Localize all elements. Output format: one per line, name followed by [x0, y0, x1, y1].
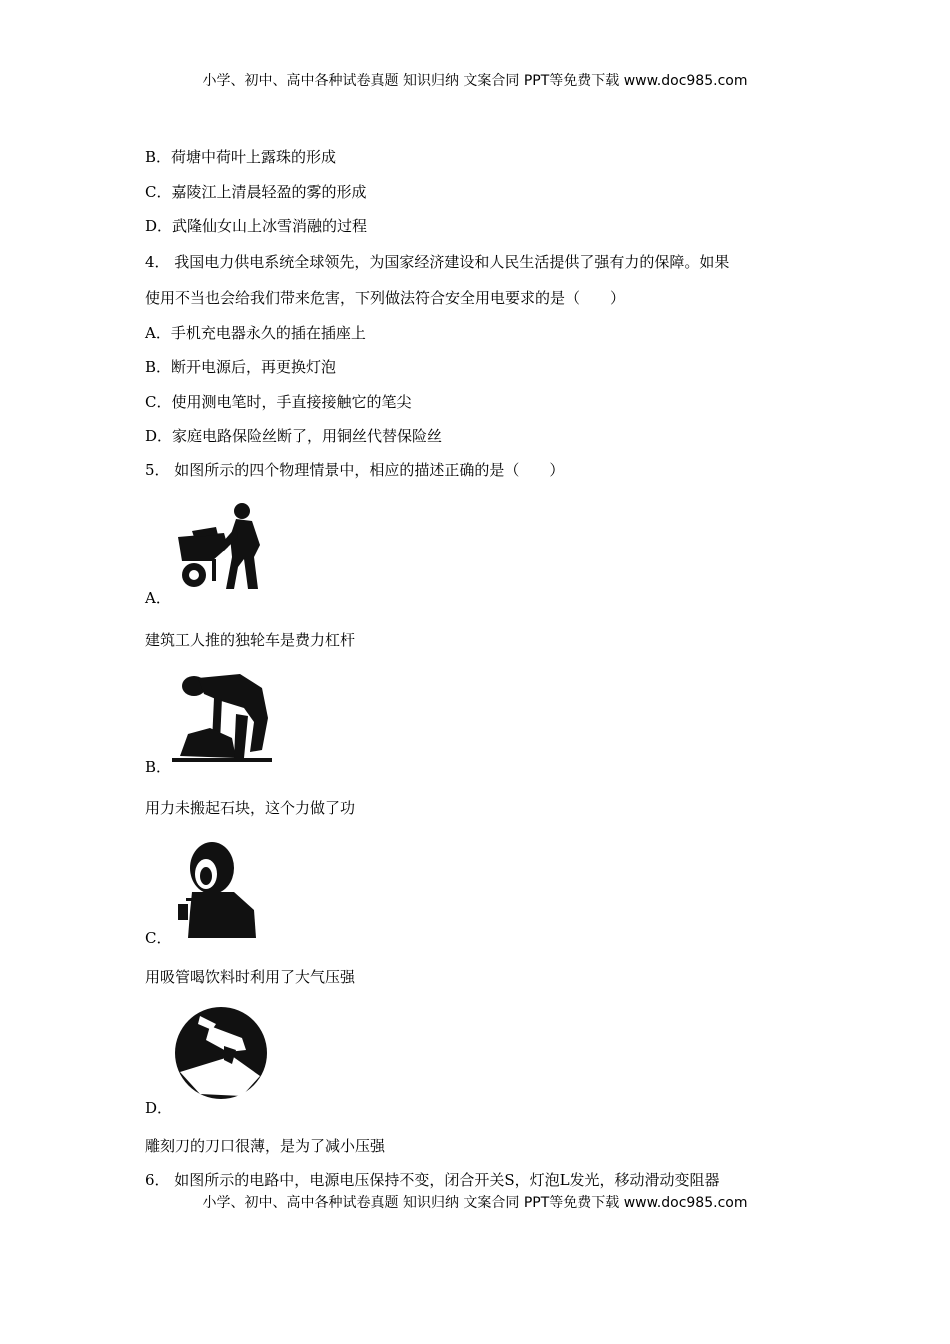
q4-stem-line1: 4． 我国电力供电系统全球领先，为国家经济建设和人民生活提供了强有力的保障。如果 — [145, 253, 730, 271]
q3-option-d: D．武隆仙女山上冰雪消融的过程 — [145, 217, 368, 235]
carving-knife-figure — [170, 1006, 272, 1100]
q4-option-d: D．家庭电路保险丝断了，用铜丝代替保险丝 — [145, 427, 443, 445]
q6-stem-line1: 6． 如图所示的电路中，电源电压保持不变，闭合开关S，灯泡L发光，移动滑动变阻器 — [145, 1171, 720, 1189]
q4-option-c: C．使用测电笔时，手直接接触它的笔尖 — [145, 393, 412, 411]
q5-option-c-letter: C． — [145, 929, 172, 947]
q4-option-a: A．手机充电器永久的插在插座上 — [145, 324, 366, 342]
q5-stem: 5． 如图所示的四个物理情景中，相应的描述正确的是（ ） — [145, 461, 565, 479]
wheelbarrow-worker-figure — [172, 497, 280, 597]
q3-option-b: B．荷塘中荷叶上露珠的形成 — [145, 148, 337, 166]
q5-option-a-letter: A． — [145, 589, 171, 607]
lifting-stone-figure — [170, 668, 276, 768]
q5-option-a-text: 建筑工人推的独轮车是费力杠杆 — [145, 631, 356, 649]
page-footer: 小学、初中、高中各种试卷真题 知识归纳 文案合同 PPT等免费下载 www.doc985.com — [202, 1195, 748, 1211]
drinking-straw-figure — [172, 838, 260, 940]
q5-option-d-letter: D． — [145, 1099, 173, 1117]
q5-option-b-text: 用力未搬起石块，这个力做了功 — [145, 799, 356, 817]
q3-option-c: C．嘉陵江上清晨轻盈的雾的形成 — [145, 183, 367, 201]
page-header: 小学、初中、高中各种试卷真题 知识归纳 文案合同 PPT等免费下载 www.doc985.com — [202, 73, 748, 89]
q4-option-b: B．断开电源后，再更换灯泡 — [145, 358, 337, 376]
q4-stem-line2: 使用不当也会给我们带来危害，下列做法符合安全用电要求的是（ ） — [145, 289, 626, 307]
q5-option-b-letter: B． — [145, 758, 172, 776]
q5-option-c-text: 用吸管喝饮料时利用了大气压强 — [145, 968, 356, 986]
q5-option-d-text: 雕刻刀的刀口很薄，是为了减小压强 — [145, 1137, 386, 1155]
